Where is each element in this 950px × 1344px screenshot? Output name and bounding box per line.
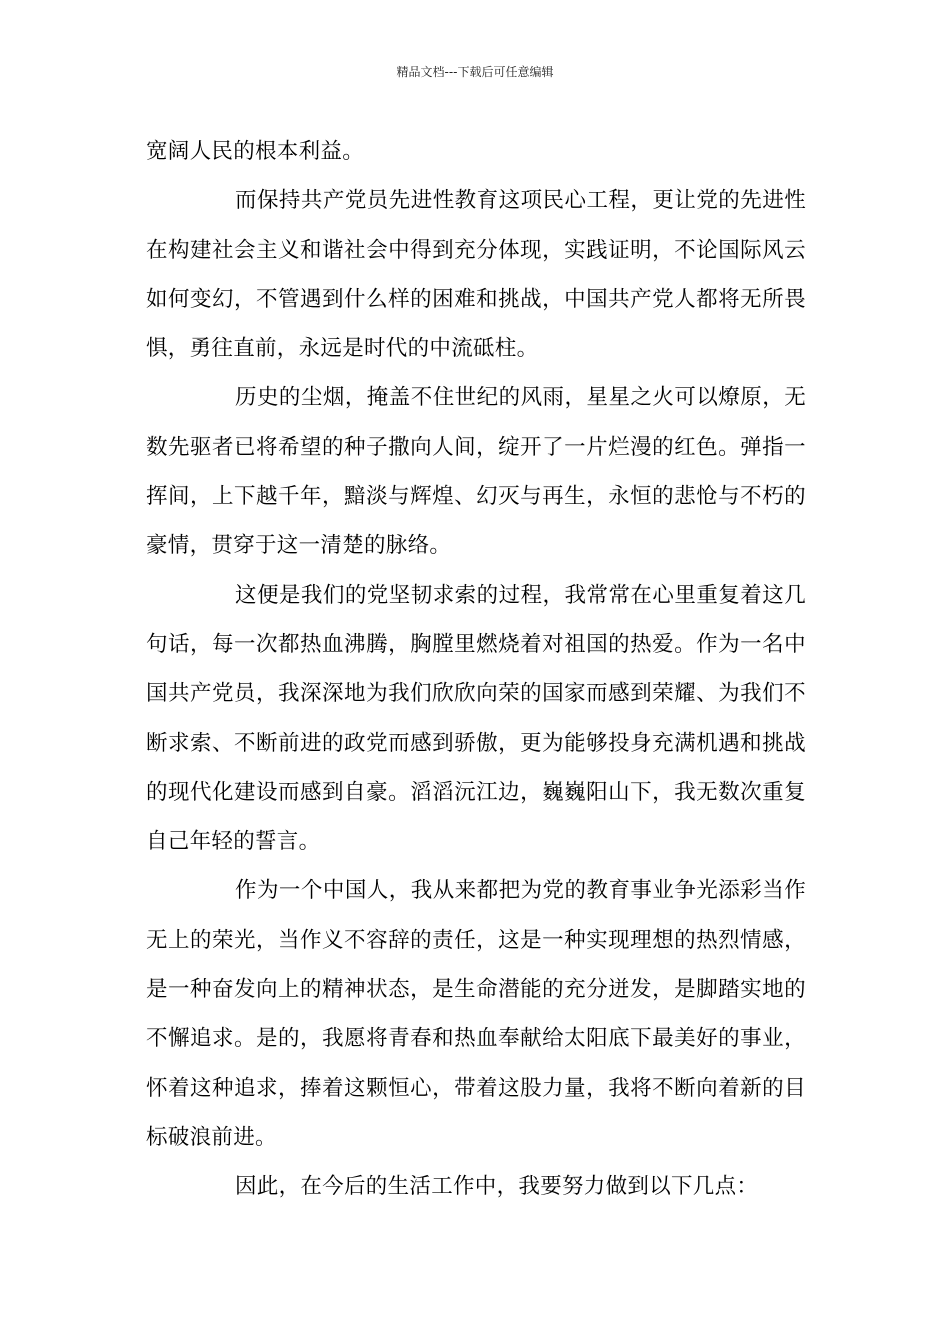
- document-body: [146, 127, 806, 1212]
- paragraph-2: 而保持共产党员先进性教育这项民心工程，更让党的先进性在构建社会主义和谐社会中得到充分体现，实践证明，不论国际风云如何变幻，不管遇到什么样的困难和挑战，中国共产党人都将无所畏惧，勇往直前，永远是时代的中流砥柱。: [146, 188, 806, 362]
- paragraph-1: 宽阔人民的根本利益。: [146, 139, 365, 164]
- paragraph-6: 因此，在今后的生活工作中，我要努力做到以下几点：: [235, 1174, 759, 1200]
- paragraph-5: 作为一个中国人，我从来都把为党的教育事业争光添彩当作无上的荣光，当作义不容辞的责任，这是一种实现理想的热烈情感，是一种奋发向上的精神状态，是生命潜能的充分迸发，是脚踏实地的不懈追求。是的，我愿将青春和热血奉献给太阳底下最美好的事业，怀着这种追求，捧着这颗恒心，带着这股力量，我将不断向着新的目标破浪前进。: [146, 878, 806, 1150]
- page-header: 精品文档---下载后可任意编辑: [396, 65, 554, 79]
- paragraph-4: 这便是我们的党坚韧求索的过程，我常常在心里重复着这几句话，每一次都热血沸腾，胸膛里燃烧着对祖国的热爱。作为一名中国共产党员，我深深地为我们欣欣向荣的国家而感到荣耀、为我们不断求索、不断前进的政党而感到骄傲，更为能够投身充满机遇和挑战的现代化建设而感到自豪。滔滔沅江边，巍巍阳山下，我无数次重复自己年轻的誓言。: [146, 582, 806, 855]
- paragraph-3: 历史的尘烟，掩盖不住世纪的风雨，星星之火可以燎原，无数先驱者已将希望的种子撒向人间，绽开了一片烂漫的红色。弹指一挥间，上下越千年，黯淡与辉煌、幻灭与再生，永恒的悲怆与不朽的豪情，贯穿于这一清楚的脉络。: [146, 385, 806, 559]
